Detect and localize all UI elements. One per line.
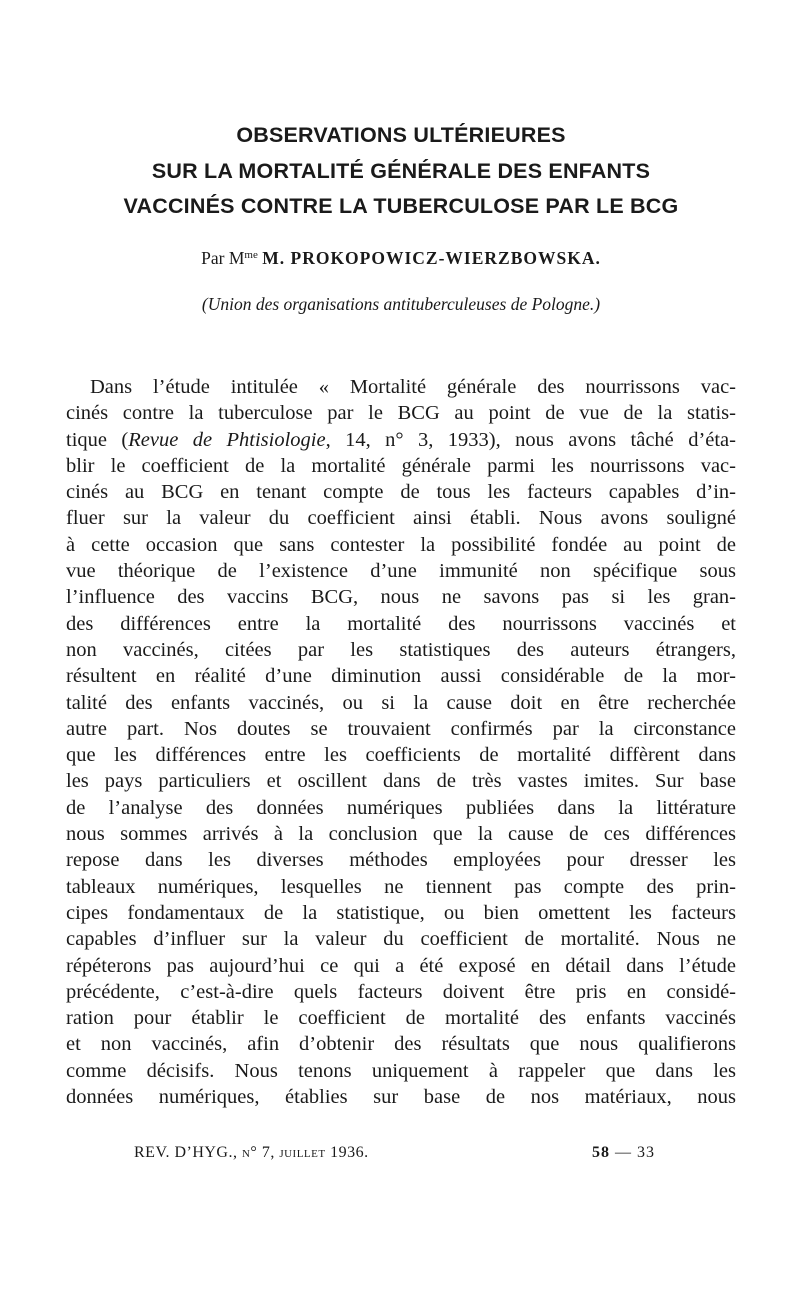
body-line: non vaccinés, citées par les statistiques des auteurs étrangers, [66, 638, 736, 661]
title-line-3: VACCINÉS CONTRE LA TUBERCULOSE PAR LE BCG [123, 194, 679, 218]
body-line: les pays particuliers et oscillent dans de très vastes imites. Sur base [66, 770, 736, 793]
body-line: capables d’influer sur la valeur du coefficient de mortalité. Nous ne [66, 928, 736, 951]
body-line: des différences entre la mortalité des nourrissons vaccinés et [66, 612, 736, 635]
page-number-rest: — 33 [610, 1144, 655, 1161]
title-line-1: OBSERVATIONS ULTÉRIEURES [236, 123, 566, 147]
page-number-bold: 58 [592, 1144, 610, 1161]
body-line: que les différences entre les coefficients de mortalité diffèrent dans [66, 744, 736, 767]
body-line: tableaux numériques, lesquelles ne tiennent pas compte des prin- [66, 875, 736, 898]
page-number [592, 1142, 655, 1164]
body-line: blir le coefficient de la mortalité générale parmi les nourrissons vac- [66, 454, 736, 477]
affiliation: (Union des organisations antituberculeuses de Pologne.) [201, 294, 601, 314]
body-line: talité des enfants vaccinés, ou si la cause doit en être recherchée [66, 691, 736, 714]
article-title [66, 118, 736, 225]
title-line-2: SUR LA MORTALITÉ GÉNÉRALE DES ENFANTS [151, 158, 651, 183]
author-line [66, 243, 736, 270]
body-line: répéterons pas aujourd’hui ce qui a été exposé en détail dans l’étude [66, 954, 736, 977]
body-line: fluer sur la valeur du coefficient ainsi établi. Nous avons souligné [66, 507, 736, 530]
body-line: précédente, c’est-à-dire quels facteurs doivent être pris en considé- [66, 980, 736, 1003]
body-line: l’influence des vaccins BCG, nous ne savons pas si les gran- [66, 586, 736, 609]
body-line: comme décisifs. Nous tenons uniquement à rappeler que dans les [66, 1059, 736, 1082]
body-line: tique (Revue de Phtisiologie, 14, n° 3, 1933), nous avons tâché d’éta- [66, 428, 736, 451]
author-name: M. PROKOPOWICZ-WIERZBOWSKA. [262, 248, 601, 268]
author-title-sup: me [244, 249, 258, 261]
body-line: cinés contre la tuberculose par le BCG au point de vue de la statis- [66, 402, 736, 425]
body-line: repose dans les diverses méthodes employées pour dresser les [66, 849, 736, 872]
body-line: cinés au BCG en tenant compte de tous les facteurs capables d’in- [66, 481, 736, 504]
body-line: résultent en réalité d’une diminution aussi considérable de la mor- [66, 665, 736, 688]
author-prefix: Par M [201, 248, 245, 268]
body-line: cipes fondamentaux de la statistique, ou bien omettent les facteurs [66, 901, 736, 924]
body-line: vue théorique de l’existence d’une immunité non spécifique sous [66, 560, 736, 583]
body-line: et non vaccinés, afin d’obtenir des résultats que nous qualifierons [66, 1033, 736, 1056]
body-line: ration pour établir le coefficient de mortalité des enfants vaccinés [66, 1007, 736, 1030]
body-line: à cette occasion que sans contester la possibilité fondée au point de [66, 533, 736, 556]
body-line: autre part. Nos doutes se trouvaient confirmés par la circonstance [66, 717, 736, 740]
body-line: nous sommes arrivés à la conclusion que la cause de ces différences [66, 823, 736, 846]
journal-citation: Revue de Phtisiologie [128, 428, 326, 451]
body-text [66, 374, 736, 1110]
journal-reference: REV. D’HYG., n° 7, juillet 1936. [134, 1144, 369, 1161]
body-line: de l’analyse des données numériques publiées dans la littérature [66, 796, 736, 819]
body-line: données numériques, établies sur base de nos matériaux, nous [66, 1086, 736, 1109]
body-line: Dans l’étude intitulée « Mortalité générale des nourrissons vac- [90, 376, 736, 398]
